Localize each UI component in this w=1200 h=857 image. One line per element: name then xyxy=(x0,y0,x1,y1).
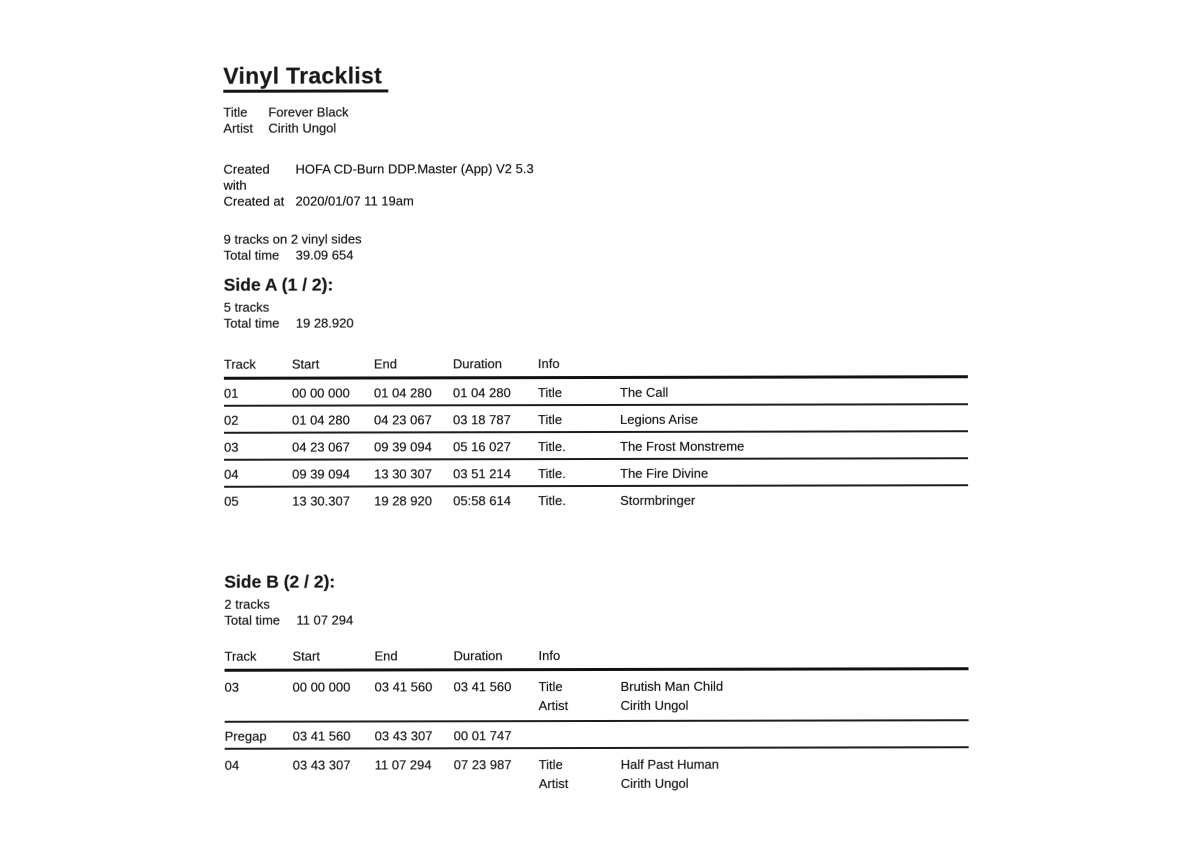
info-key: Title. xyxy=(538,439,566,455)
info-value: Half Past Human xyxy=(620,756,719,772)
end-time: 11 07 294 xyxy=(374,757,432,773)
side-a-section xyxy=(224,273,968,513)
side-b-total-label: Total time xyxy=(224,612,281,628)
table-row xyxy=(225,670,969,723)
disc-summary xyxy=(224,230,968,264)
side-b-table xyxy=(224,647,968,799)
track-number: 01 xyxy=(223,385,239,401)
duration: 03 41 560 xyxy=(453,679,512,695)
side-a-total-label: Total time xyxy=(223,315,280,331)
column-header-blank xyxy=(620,647,968,648)
info-values xyxy=(621,676,969,715)
created-with-row xyxy=(223,160,967,194)
duration: 05 16 027 xyxy=(453,439,511,455)
column-header-duration: Duration xyxy=(452,356,503,372)
side-a-table-header xyxy=(224,355,968,380)
info-key: Title xyxy=(537,385,563,401)
album-artist-value: Cirith Ungol xyxy=(268,120,337,136)
track-number: 03 xyxy=(224,679,240,695)
album-artist-row xyxy=(223,119,967,137)
info-value: Brutish Man Child xyxy=(620,678,724,694)
track-count-line: 9 tracks on 2 vinyl sides xyxy=(223,231,362,247)
end-time: 01 04 280 xyxy=(373,385,432,401)
column-header-end: End xyxy=(374,648,398,664)
column-header-track: Track xyxy=(223,356,256,372)
total-time-label: Total time xyxy=(223,247,280,263)
table-row xyxy=(224,405,968,434)
info-key: Title. xyxy=(538,466,566,482)
table-row xyxy=(224,486,968,513)
table-row xyxy=(224,378,968,407)
info-value: Stormbringer xyxy=(620,492,696,508)
column-header-duration: Duration xyxy=(453,648,503,664)
start-time: 13 30.307 xyxy=(292,493,351,509)
end-time: 19 28 920 xyxy=(374,493,433,509)
created-at-label: Created at xyxy=(223,193,285,209)
track-number: Pregap xyxy=(224,728,267,744)
info-key: Title xyxy=(537,412,563,428)
total-time-value: 39.09 654 xyxy=(295,247,354,263)
info-values xyxy=(621,754,969,793)
end-time: 09 39 094 xyxy=(374,439,432,455)
end-time: 13 30 307 xyxy=(374,466,432,482)
created-with-value: HOFA CD-Burn DDP.Master (App) V2 5.3 xyxy=(295,161,534,177)
start-time: 00 00 000 xyxy=(291,385,350,401)
created-at-value: 2020/01/07 11 19am xyxy=(295,193,414,209)
info-keys xyxy=(539,677,621,715)
table-row xyxy=(225,748,969,799)
created-with-label: Created with xyxy=(223,161,270,193)
end-time: 03 43 307 xyxy=(374,728,433,744)
track-number: 04 xyxy=(224,466,239,482)
side-b-heading: Side B (2 / 2): xyxy=(224,571,336,592)
side-a-heading: Side A (1 / 2): xyxy=(223,274,334,295)
end-time: 03 41 560 xyxy=(374,679,433,695)
album-title-label: Title xyxy=(223,104,248,120)
info-value: Cirith Ungol xyxy=(620,775,689,791)
start-time: 00 00 000 xyxy=(292,679,351,695)
info-key: Artist xyxy=(538,776,569,792)
column-header-blank xyxy=(620,355,968,356)
info-key: Title xyxy=(538,679,563,695)
info-key: Artist xyxy=(538,698,569,714)
info-value: The Call xyxy=(619,384,669,400)
info-value: The Fire Divine xyxy=(620,465,709,481)
info-value: Cirith Ungol xyxy=(620,697,689,713)
duration: 00 01 747 xyxy=(453,728,512,744)
side-b-total-value: 11 07 294 xyxy=(296,612,354,628)
end-time: 04 23 067 xyxy=(373,412,432,428)
side-b-track-count: 2 tracks xyxy=(224,596,270,612)
table-row xyxy=(224,459,968,488)
column-header-start: Start xyxy=(292,648,320,664)
start-time: 03 41 560 xyxy=(292,728,351,744)
scanned-document xyxy=(223,61,969,799)
info-value: The Frost Monstreme xyxy=(620,438,745,454)
info-keys xyxy=(539,755,621,793)
duration: 03 51 214 xyxy=(453,466,511,482)
side-a-total-value: 19 28.920 xyxy=(295,315,354,331)
duration: 03 18 787 xyxy=(452,412,511,428)
track-number: 02 xyxy=(223,412,239,428)
side-a-track-count: 5 tracks xyxy=(223,299,270,315)
duration: 01 04 280 xyxy=(452,385,511,401)
album-artist-label: Artist xyxy=(223,120,254,136)
album-info xyxy=(223,103,967,137)
start-time: 04 23 067 xyxy=(292,439,350,455)
duration: 05:58 614 xyxy=(453,493,512,509)
document-title: Vinyl Tracklist xyxy=(223,62,388,92)
column-header-info: Info xyxy=(538,648,561,664)
side-b-table-header xyxy=(224,647,968,672)
column-header-start: Start xyxy=(291,356,320,372)
info-value-empty xyxy=(621,727,969,728)
track-number: 05 xyxy=(224,493,239,509)
side-a-total-row xyxy=(224,314,968,332)
created-info xyxy=(223,160,967,210)
info-key: Title. xyxy=(538,493,566,509)
side-a-table xyxy=(224,355,968,513)
side-b-section xyxy=(224,570,968,799)
track-number: 03 xyxy=(224,439,239,455)
start-time: 09 39 094 xyxy=(292,466,350,482)
start-time: 01 04 280 xyxy=(291,412,350,428)
table-row-pregap xyxy=(225,721,969,750)
created-at-row xyxy=(224,192,968,210)
column-header-end: End xyxy=(373,356,398,372)
info-key: Title xyxy=(538,757,563,773)
info-value: Legions Arise xyxy=(619,411,699,427)
album-title-row xyxy=(223,103,967,121)
column-header-track: Track xyxy=(224,648,257,664)
album-title-value: Forever Black xyxy=(268,104,349,120)
start-time: 03 43 307 xyxy=(292,757,351,773)
table-row xyxy=(224,432,968,461)
side-b-total-row xyxy=(224,611,968,629)
track-number: 04 xyxy=(224,757,240,773)
column-header-info: Info xyxy=(537,356,560,372)
total-time-row xyxy=(224,246,968,264)
duration: 07 23 987 xyxy=(453,757,512,773)
